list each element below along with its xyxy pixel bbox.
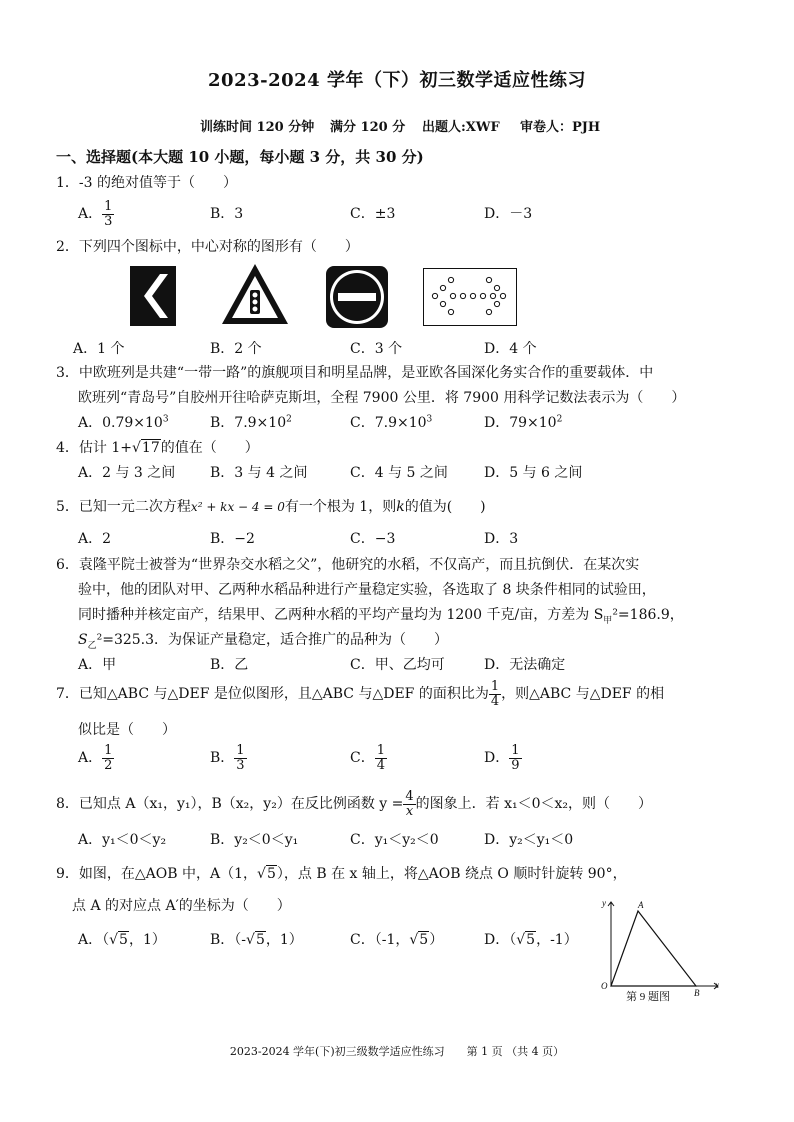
q4-option-a: A．2 与 3 之间 (78, 465, 176, 481)
q3-option-b: B．$7.9\times 10^2$ (210, 414, 292, 431)
q5-option-a: A．2 (78, 531, 112, 547)
traffic-light-warning-icon (220, 262, 290, 326)
q2-option-b: B．2 个 (210, 341, 262, 357)
q2-option-a: A．1 个 (73, 341, 125, 357)
point-b-label: B (694, 988, 700, 998)
q7-line-1: 7．已知△ABC 与△DEF 是位似图形，且△ABC 与△DEF 的面积比为 $\frac{1}{4}$ ，则△ABC 与△DEF 的相 (56, 679, 665, 709)
q7-option-d: D． $\frac{1}{9}$ (484, 743, 520, 773)
x-axis-label: x (715, 980, 719, 990)
section-title: 一、选择题(本大题 10 小题，每小题 3 分，共 30 分) (56, 148, 424, 166)
q3-option-c: C．$7.9\times 10^3$ (350, 414, 433, 431)
q6-option-b: B．乙 (210, 657, 249, 673)
exam-time: 训练时间 120 分钟 (200, 120, 315, 135)
q4-option-b: B．3 与 4 之间 (210, 465, 308, 481)
q1-option-d: D．－3 (484, 206, 533, 222)
exam-score: 满分 120 分 (330, 120, 406, 135)
left-chevron-sign-icon (130, 266, 176, 326)
q8-option-d: D．y₂＜y₁＜0 (484, 832, 574, 848)
q6-line-4: $S_乙^2=325.3$．为保证产量稳定，适合推广的品种为（ ） (78, 632, 449, 651)
q5-option-c: C．−3 (350, 531, 396, 547)
page-title: 2023-2024 学年（下）初三数学适应性练习 (208, 70, 586, 91)
q7-option-b: B． $\frac{1}{3}$ (210, 743, 245, 773)
q4-option-c: C．4 与 5 之间 (350, 465, 448, 481)
exam-author: 出题人:XWF (422, 120, 500, 135)
exam-reviewer: 审卷人：PJH (520, 120, 601, 135)
q9-option-d: D．（√5，-1） (484, 932, 578, 948)
q6-option-d: D．无法确定 (484, 657, 566, 673)
q6-line-3: 同时播种并核定亩产，结果甲、乙两种水稻的平均产量均为 1200 千克/亩，方差为 $S_甲^2=186.9$， (78, 607, 684, 626)
q1-stem: 1．-3 的绝对值等于（ ） (56, 175, 237, 191)
q7-line-2: 似比是（ ） (78, 722, 176, 738)
triangle-aob (611, 911, 696, 986)
q4-option-d: D．5 与 6 之间 (484, 465, 583, 481)
q1-option-c: C．±3 (350, 206, 396, 222)
point-o-label: O (601, 981, 608, 991)
q6-line-1: 6．袁隆平院士被誉为“世界杂交水稻之父”，他研究的水稻，不仅高产，而且抗倒伏．在某次实 (56, 557, 640, 573)
q9-line-2: 点 A 的对应点 A′的坐标为（ ） (72, 898, 291, 914)
q9-option-c: C．（-1，√5） (350, 932, 444, 948)
q5-option-d: D．3 (484, 531, 519, 547)
q6-option-a: A．甲 (78, 657, 117, 673)
q1-option-a: A． $\frac{1}{3}$ (78, 199, 113, 229)
q5-option-b: B．−2 (210, 531, 255, 547)
q4-stem: 4．估计 1+√17的值在（ ） (56, 440, 259, 456)
q8-option-a: A．y₁＜0＜y₂ (78, 832, 167, 848)
q9-triangle-figure (596, 894, 726, 1006)
no-entry-sign-icon (326, 266, 388, 328)
q3-option-a: A．$0.79\times 10^3$ (78, 414, 169, 431)
q9-line-1: 9．如图，在△AOB 中，A（1，√5），点 B 在 x 轴上，将△AOB 绕点 O 顺时针旋转 90°， (56, 866, 627, 882)
q8-option-b: B．y₂＜0＜y₁ (210, 832, 299, 848)
q9-option-a: A．（√5，1） (78, 932, 166, 948)
q6-line-2: 验中，他的团队对甲、乙两种水稻品种进行产量稳定实验，各选取了 8 块条件相同的试验田， (78, 582, 656, 598)
q9-option-b: B．（-√5，1） (210, 932, 303, 948)
q3-line-1: 3．中欧班列是共建“一带一路”的旗舰项目和明星品牌，是亚欧各国深化务实合作的重要载体．中 (56, 365, 654, 381)
page-footer: 2023-2024 学年(下)初三级数学适应性练习 第 1 页 （共 4 页） (229, 1045, 565, 1058)
q1-option-b: B．3 (210, 206, 244, 222)
y-axis-label: y (602, 898, 606, 908)
q3-line-2: 欧班列“青岛号”自胶州开往哈萨克斯坦，全程 7900 公里．将 7900 用科学记数法表示为（ ） (78, 390, 686, 406)
q2-stem: 2．下列四个图标中，中心对称的图形有（ ） (56, 239, 359, 255)
dot-arrow-panel-icon (423, 268, 517, 326)
figure-caption: 第 9 题图 (626, 991, 670, 1003)
point-a-label: A (638, 900, 644, 910)
q6-option-c: C．甲、乙均可 (350, 657, 445, 673)
q2-option-c: C．3 个 (350, 341, 403, 357)
q8-stem: 8．已知点 A（x₁，y₁），B（x₂，y₂）在反比例函数 y = $\frac{4}{x}$ 的图象上．若 x₁＜0＜x₂，则（ ） (56, 789, 653, 819)
q5-stem: 5．已知一元二次方程x² + kx − 4 = 0有一个根为 1，则k的值为( ) (56, 499, 486, 515)
q2-option-d: D．4 个 (484, 341, 537, 357)
q7-option-a: A． $\frac{1}{2}$ (78, 743, 113, 773)
q3-option-d: D．$79\times 10^2$ (484, 414, 563, 431)
q8-option-c: C．y₁＜y₂＜0 (350, 832, 439, 848)
q7-option-c: C． $\frac{1}{4}$ (350, 743, 385, 773)
